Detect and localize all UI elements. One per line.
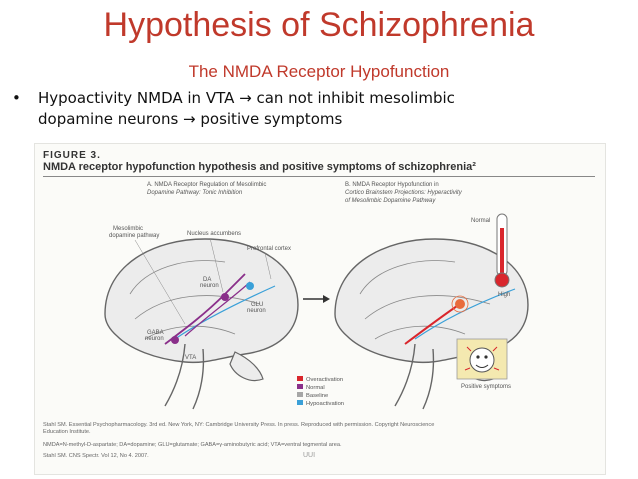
gaba-neuron-a xyxy=(171,336,179,344)
figure-label: FIGURE 3. xyxy=(43,150,101,161)
label-nucleus-accumbens: Nucleus accumbens xyxy=(187,231,242,237)
overactive-da-neuron-b xyxy=(455,299,465,309)
label-mesolimbic-1: Mesolimbic xyxy=(113,226,144,232)
figure-panel xyxy=(34,143,606,475)
panel-a-title-1: A. NMDA Receptor Regulation of Mesolimbic xyxy=(147,182,267,188)
panel-b-title-3: of Mesolimbic Dopamine Pathway xyxy=(345,198,436,204)
glu-neuron-a xyxy=(246,282,254,290)
bullet-point xyxy=(12,88,612,130)
label-glu-2: neuron xyxy=(247,308,266,314)
brain-diagram-a xyxy=(105,239,298,409)
legend-normal: Normal xyxy=(306,385,325,391)
slide-subtitle: The NMDA Receptor Hypofunction xyxy=(188,62,450,81)
panel-a-title-2: Dopamine Pathway: Tonic Inhibition xyxy=(147,190,243,196)
label-gaba-2: neuron xyxy=(145,336,164,342)
bullet-line-2: dopamine neurons → positive symptoms xyxy=(38,110,343,128)
label-prefrontal-cortex: Prefrontal cortex xyxy=(247,246,292,252)
legend-hypoactivation: Hypoactivation xyxy=(306,401,345,407)
label-da-1: DA xyxy=(203,277,212,283)
thermometer-normal-label: Normal xyxy=(471,218,491,224)
label-gaba-1: GABA xyxy=(147,330,164,336)
thermometer-high-label: High xyxy=(498,292,511,298)
positive-symptoms-illustration xyxy=(457,339,507,379)
legend-swatch-normal xyxy=(297,384,303,389)
thermometer-icon xyxy=(495,214,509,287)
footnote-citation: Stahl SM. Essential Psychopharmacology. 3rd ed. New York, NY: Cambridge University Press. In press. Reproduced with permission. Copyright Neuroscience xyxy=(43,422,435,428)
da-neuron-a xyxy=(221,293,229,301)
slide-title: Hypothesis of Schizophrenia xyxy=(103,6,535,44)
legend-swatch-hypoactivation xyxy=(297,400,303,405)
footnote-abbreviations: NMDA=N-methyl-D-aspartate; DA=dopamine; GLU=glutamate; GABA=γ-aminobutyric acid; VTA=ventral tegmental area. xyxy=(43,442,342,448)
legend xyxy=(297,376,344,407)
figure-title: NMDA receptor hypofunction hypothesis and positive symptoms of schizophrenia² xyxy=(43,161,476,173)
transition-arrow-icon xyxy=(303,295,330,303)
legend-overactivation: Overactivation xyxy=(306,377,344,383)
label-mesolimbic-2: dopamine pathway xyxy=(109,233,160,239)
legend-baseline: Baseline xyxy=(306,393,329,399)
label-da-2: neuron xyxy=(200,283,219,289)
panel-b-title-2: Cortico Brainstem Projections: Hyperactivity xyxy=(345,190,462,196)
positive-symptoms-label: Positive symptoms xyxy=(461,384,512,390)
footnote-citation-cont: Education Institute. xyxy=(43,429,91,435)
legend-swatch-baseline xyxy=(297,392,303,397)
legend-swatch-overactivation xyxy=(297,376,303,381)
bullet-marker: • xyxy=(12,89,21,107)
label-glu-1: GLU xyxy=(251,302,264,308)
panel-b-title-1: B. NMDA Receptor Hypofunction in xyxy=(345,182,439,188)
label-vta: VTA xyxy=(185,355,197,361)
watermark: UUI xyxy=(303,452,316,459)
bullet-line-1: Hypoactivity NMDA in VTA → can not inhibit mesolimbic xyxy=(38,89,455,107)
footnote-source: Stahl SM. CNS Spectr. Vol 12, No 4. 2007. xyxy=(43,453,149,459)
